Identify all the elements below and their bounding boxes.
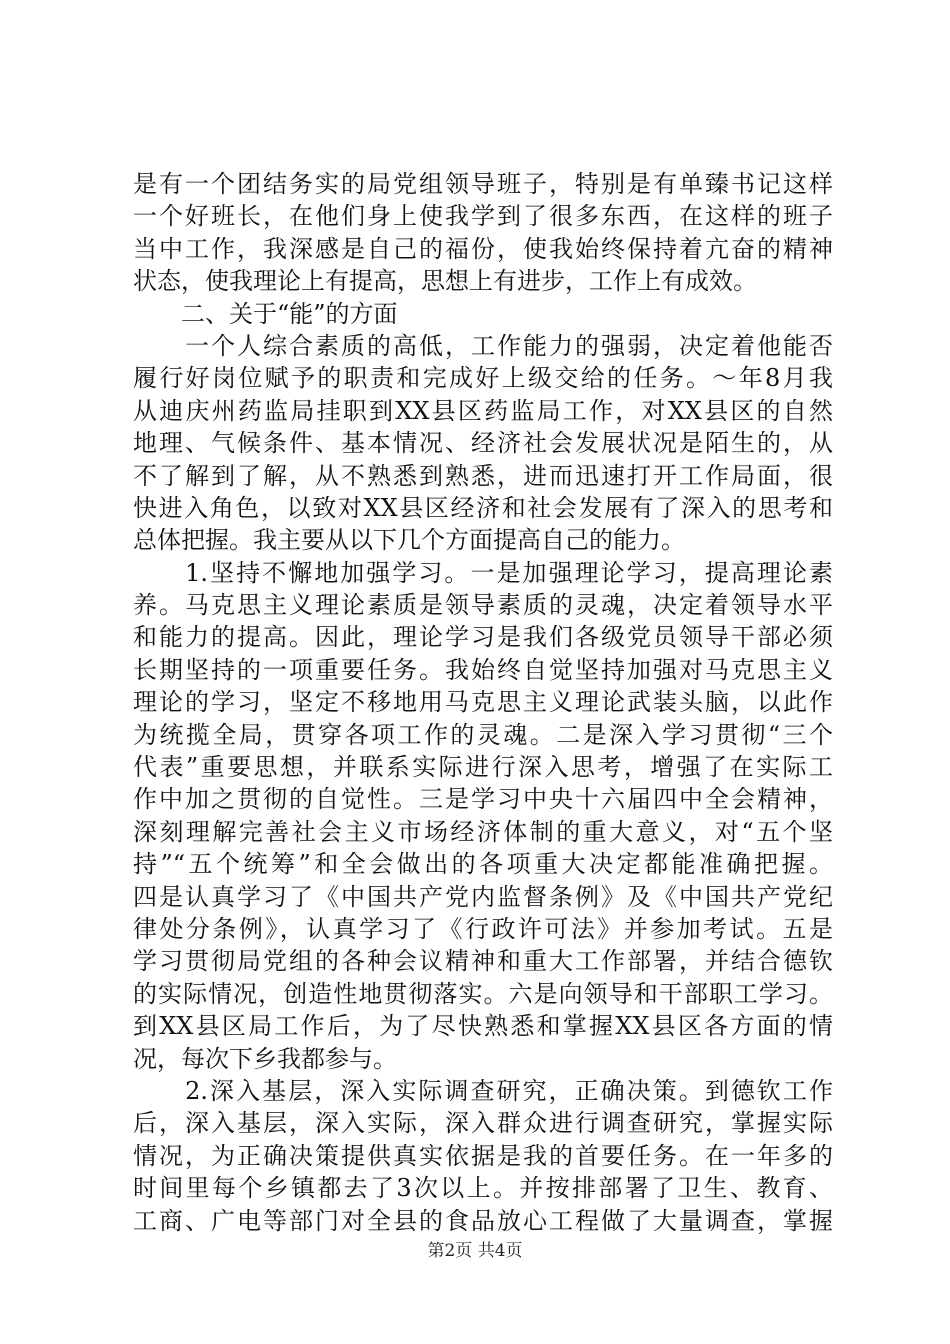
text-line: 律处分条例》，认真学习了《行政许可法》并参加考试。五是 (133, 914, 833, 943)
text-line: 理论的学习，坚定不移地用马克思主义理论武装头脑，以此作 (133, 688, 833, 717)
text-line: 快进入角色，以致对XX县区经济和社会发展有了深入的思考和 (133, 493, 833, 522)
text-line: 代表”重要思想，并联系实际进行深入思考，增强了在实际工 (133, 753, 833, 782)
page-footer: 第2页 共4页 (427, 1241, 523, 1261)
text-line: 1.坚持不懈地加强学习。一是加强理论学习，提高理论素 (133, 558, 833, 587)
body-text (133, 168, 833, 1237)
text-line: 况，每次下乡我都参与。 (133, 1044, 397, 1073)
text-line: 持”“五个统筹”和全会做出的各项重大决定都能准确把握。 (133, 850, 833, 879)
text-line: 长期坚持的一项重要任务。我始终自觉坚持加强对马克思主义 (133, 655, 833, 684)
text-line: 深刻理解完善社会主义市场经济体制的重大意义，对“五个坚 (133, 817, 833, 846)
text-line: 不了解到了解，从不熟悉到熟悉，进而迅速打开工作局面，很 (133, 461, 833, 490)
text-line: 地理、气候条件、基本情况、经济社会发展状况是陌生的，从 (133, 429, 833, 458)
text-line: 时间里每个乡镇都去了3次以上。并按排部署了卫生、教育、 (133, 1174, 833, 1203)
text-line: 学习贯彻局党组的各种会议精神和重大工作部署，并结合德钦 (133, 947, 833, 976)
text-line: 养。马克思主义理论素质是领导素质的灵魂，决定着领导水平 (133, 591, 833, 620)
text-line: 从迪庆州药监局挂职到XX县区药监局工作，对XX县区的自然 (133, 396, 833, 425)
text-line: 后，深入基层，深入实际，深入群众进行调查研究，掌握实际 (133, 1109, 833, 1138)
text-line: 为统揽全局，贯穿各项工作的灵魂。二是深入学习贯彻“三个 (133, 720, 833, 749)
text-line: 二、关于“能”的方面 (133, 299, 398, 328)
text-line: 是有一个团结务实的局党组领导班子，特别是有单臻书记这样 (133, 170, 833, 198)
text-line: 工商、广电等部门对全县的食品放心工程做了大量调查，掌握 (133, 1206, 833, 1235)
text-line: 作中加之贯彻的自觉性。三是学习中央十六届四中全会精神， (133, 785, 833, 814)
text-line: 情况，为正确决策提供真实依据是我的首要任务。在一年多的 (133, 1141, 833, 1170)
text-line: 和能力的提高。因此，理论学习是我们各级党员领导干部必须 (133, 623, 833, 652)
text-line: 总体把握。我主要从以下几个方面提高自己的能力。 (133, 526, 685, 555)
text-line: 一个人综合素质的高低，工作能力的强弱，决定着他能否 (133, 331, 833, 360)
text-line: 当中工作，我深感是自己的福份，使我始终保持着亢奋的精神 (133, 234, 833, 263)
text-line: 2.深入基层，深入实际调查研究，正确决策。到德钦工作 (133, 1076, 833, 1105)
text-line: 履行好岗位赋予的职责和完成好上级交给的任务。～年8月我 (133, 364, 833, 393)
text-line: 一个好班长，在他们身上使我学到了很多东西，在这样的班子 (133, 202, 833, 231)
text-line: 的实际情况，创造性地贯彻落实。六是向领导和干部职工学习。 (133, 979, 833, 1008)
text-line: 状态，使我理论上有提高，思想上有进步，工作上有成效。 (133, 267, 757, 296)
text-line: 到XX县区局工作后，为了尽快熟悉和掌握XX县区各方面的情 (133, 1012, 833, 1041)
text-line: 四是认真学习了《中国共产党内监督条例》及《中国共产党纪 (133, 882, 833, 911)
